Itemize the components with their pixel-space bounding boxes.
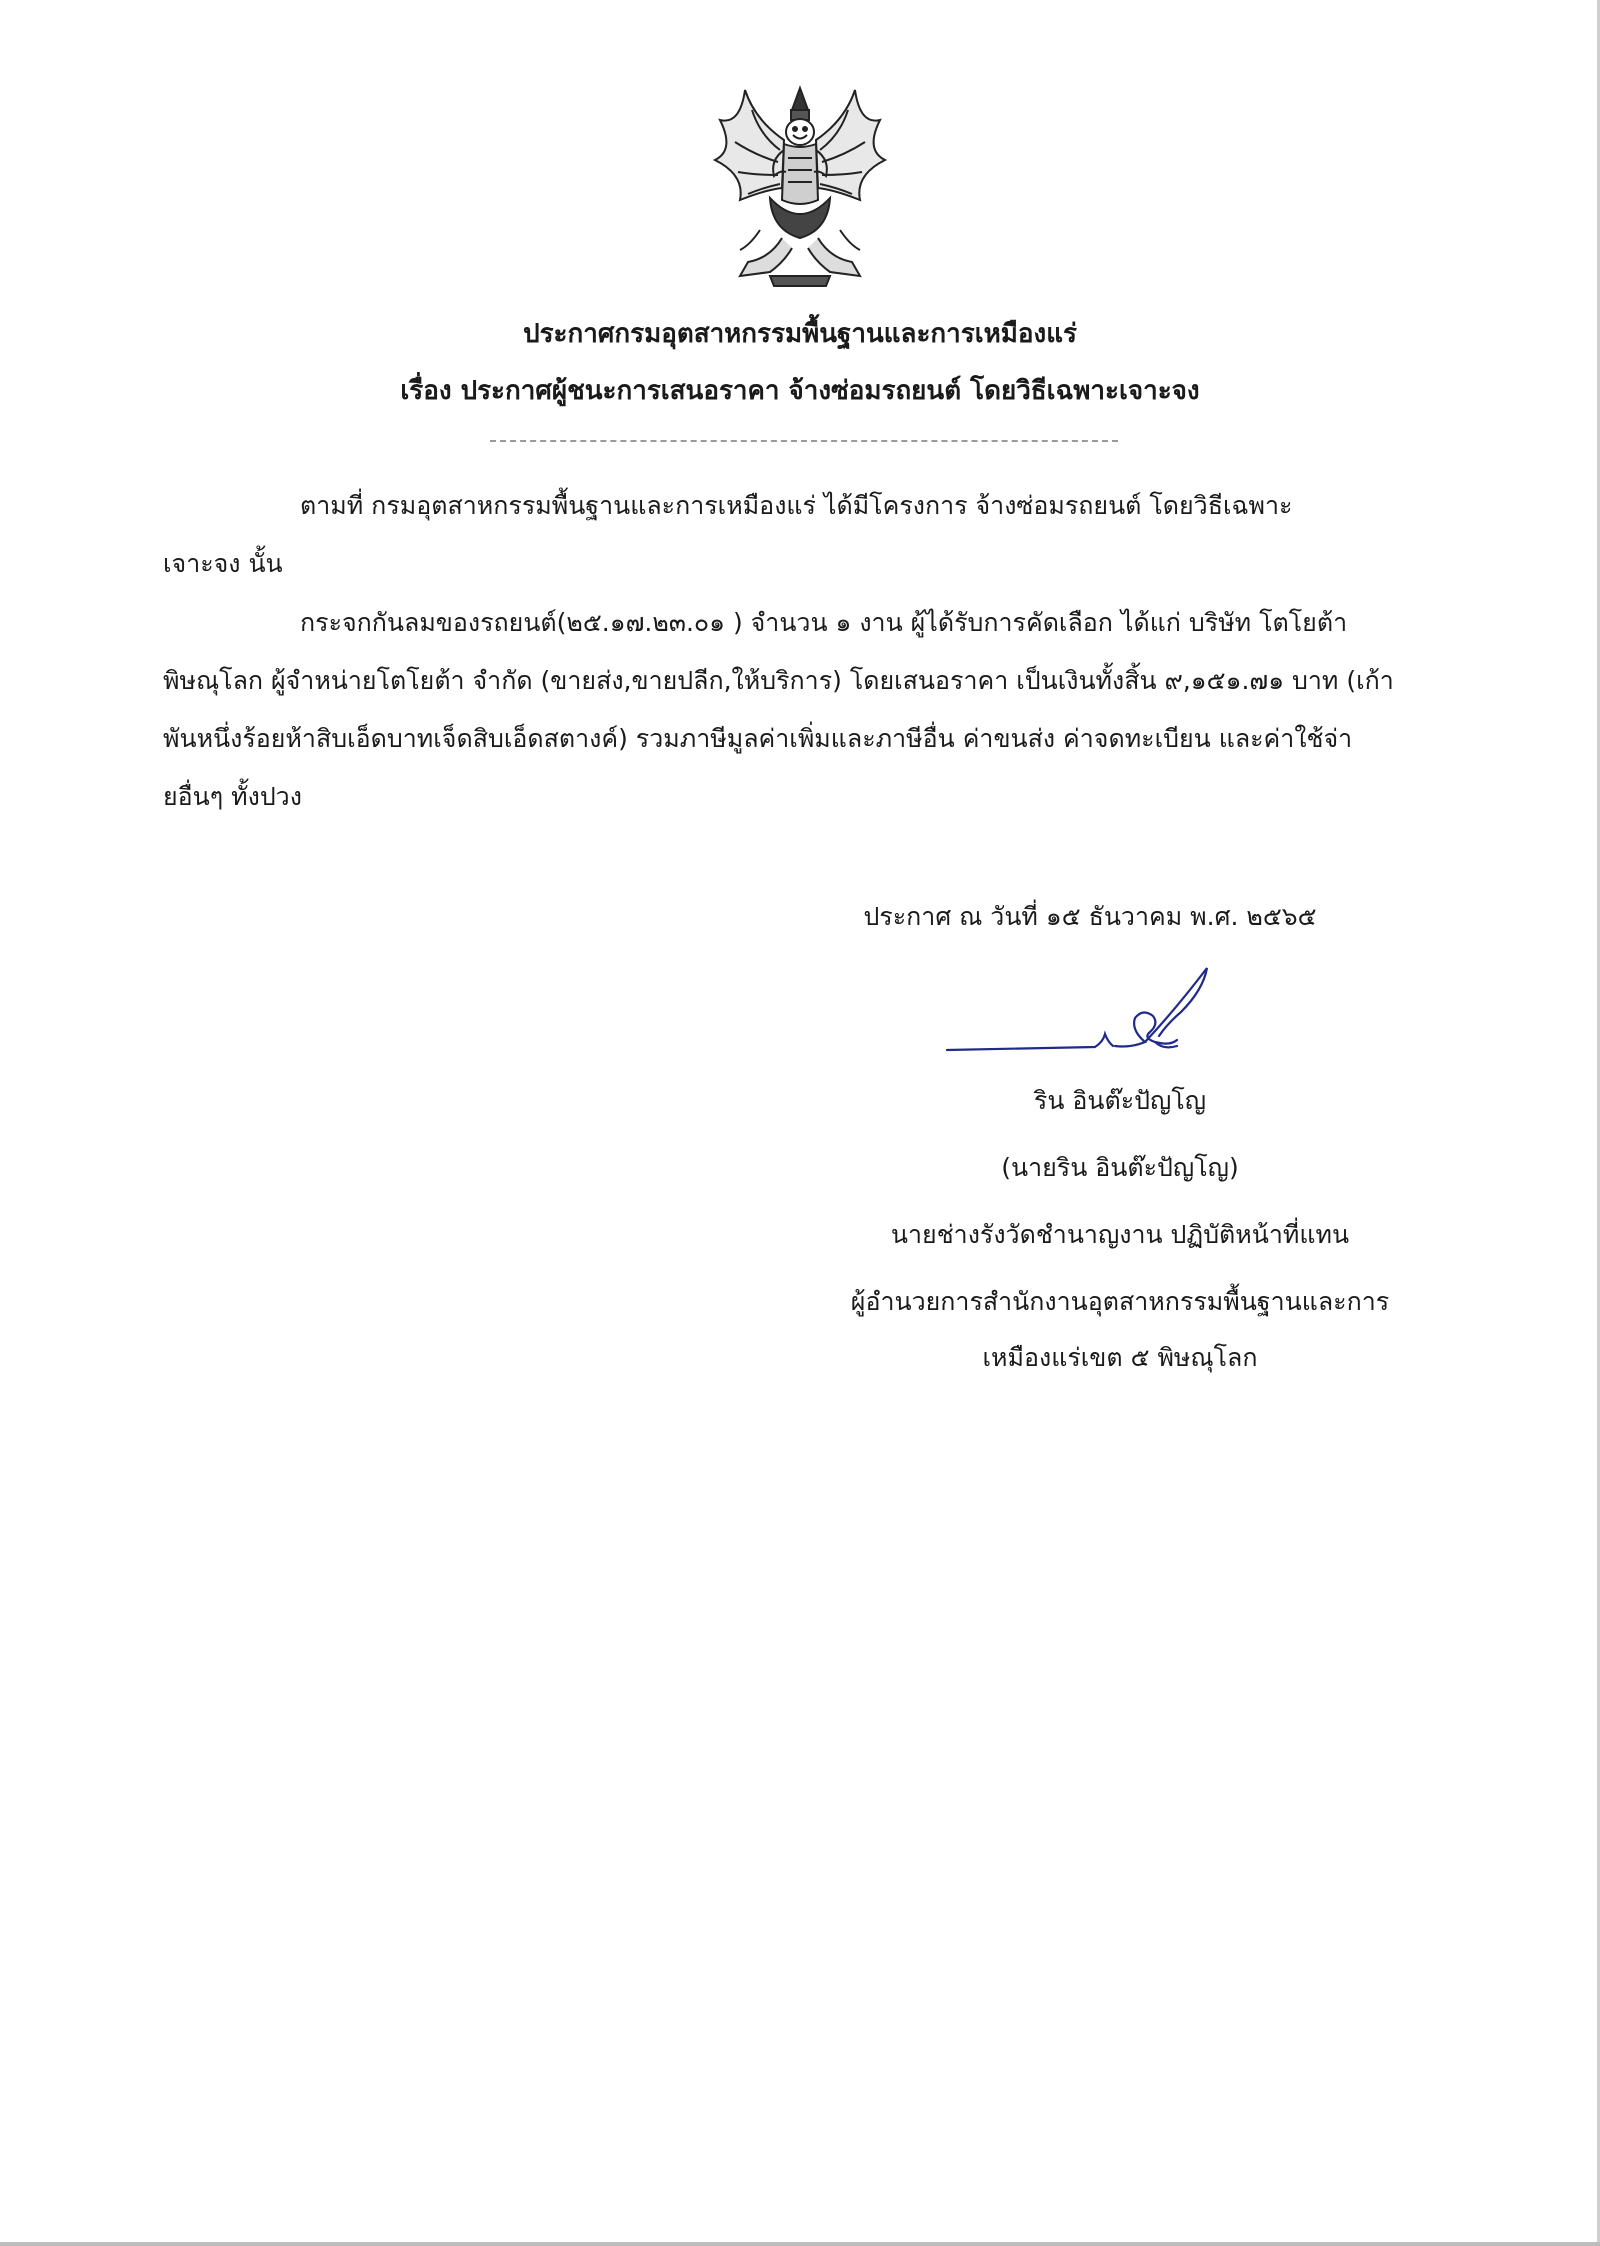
signer-position: นายช่างรังวัดชำนาญงาน ปฏิบัติหน้าที่แทน <box>890 1220 1350 1249</box>
page-edge-bottom <box>0 2242 1600 2246</box>
garuda-emblem-icon <box>700 80 900 290</box>
paragraph-1-line: เจาะจง นั้น <box>163 549 283 578</box>
paragraph-2-line: พิษณุโลก ผู้จำหน่ายโตโยต้า จำกัด (ขายส่ง,ขายปลีก,ให้บริการ) โดยเสนอราคา เป็นเงินทั้งสิ้น ๙,๑๕๑.๗๑ บาท (เก้า <box>163 666 1394 695</box>
signer-organization: เหมืองแร่เขต ๕ พิษณุโลก <box>982 1343 1258 1372</box>
announcement-date: ประกาศ ณ วันที่ ๑๕ ธันวาคม พ.ศ. ๒๕๖๕ <box>863 902 1317 931</box>
document-subject: เรื่อง ประกาศผู้ชนะการเสนอราคา จ้างซ่อมรถยนต์ โดยวิธีเฉพาะเจาะจง <box>400 376 1200 406</box>
signer-full-name: (นายริน อินต๊ะปัญโญ) <box>1001 1153 1239 1182</box>
paragraph-2-line: พันหนึ่งร้อยห้าสิบเอ็ดบาทเจ็ดสิบเอ็ดสตางค์) รวมภาษีมูลค่าเพิ่มและภาษีอื่น ค่าขนส่ง ค่าจดทะเบียน และค่าใช้จ่า <box>163 724 1353 753</box>
paragraph-1-line: ตามที่ กรมอุตสาหกรรมพื้นฐานและการเหมืองแร่ ได้มีโครงการ จ้างซ่อมรถยนต์ โดยวิธีเฉพาะ <box>300 491 1293 520</box>
handwritten-signature-icon <box>945 950 1245 1060</box>
paragraph-2-line: กระจกกันลมของรถยนต์(๒๕.๑๗.๒๓.๐๑ ) จำนวน ๑ งาน ผู้ได้รับการคัดเลือก ได้แก่ บริษัท โตโยต้า <box>300 608 1348 637</box>
signer-organization: ผู้อำนวยการสำนักงานอุตสาหกรรมพื้นฐานและการ <box>850 1287 1390 1316</box>
document-title: ประกาศกรมอุตสาหกรรมพื้นฐานและการเหมืองแร่ <box>523 319 1077 349</box>
title-divider <box>490 440 1118 442</box>
signer-name: ริน อินต๊ะปัญโญ <box>1033 1086 1207 1115</box>
paragraph-2-line: ยอื่นๆ ทั้งปวง <box>163 782 302 811</box>
